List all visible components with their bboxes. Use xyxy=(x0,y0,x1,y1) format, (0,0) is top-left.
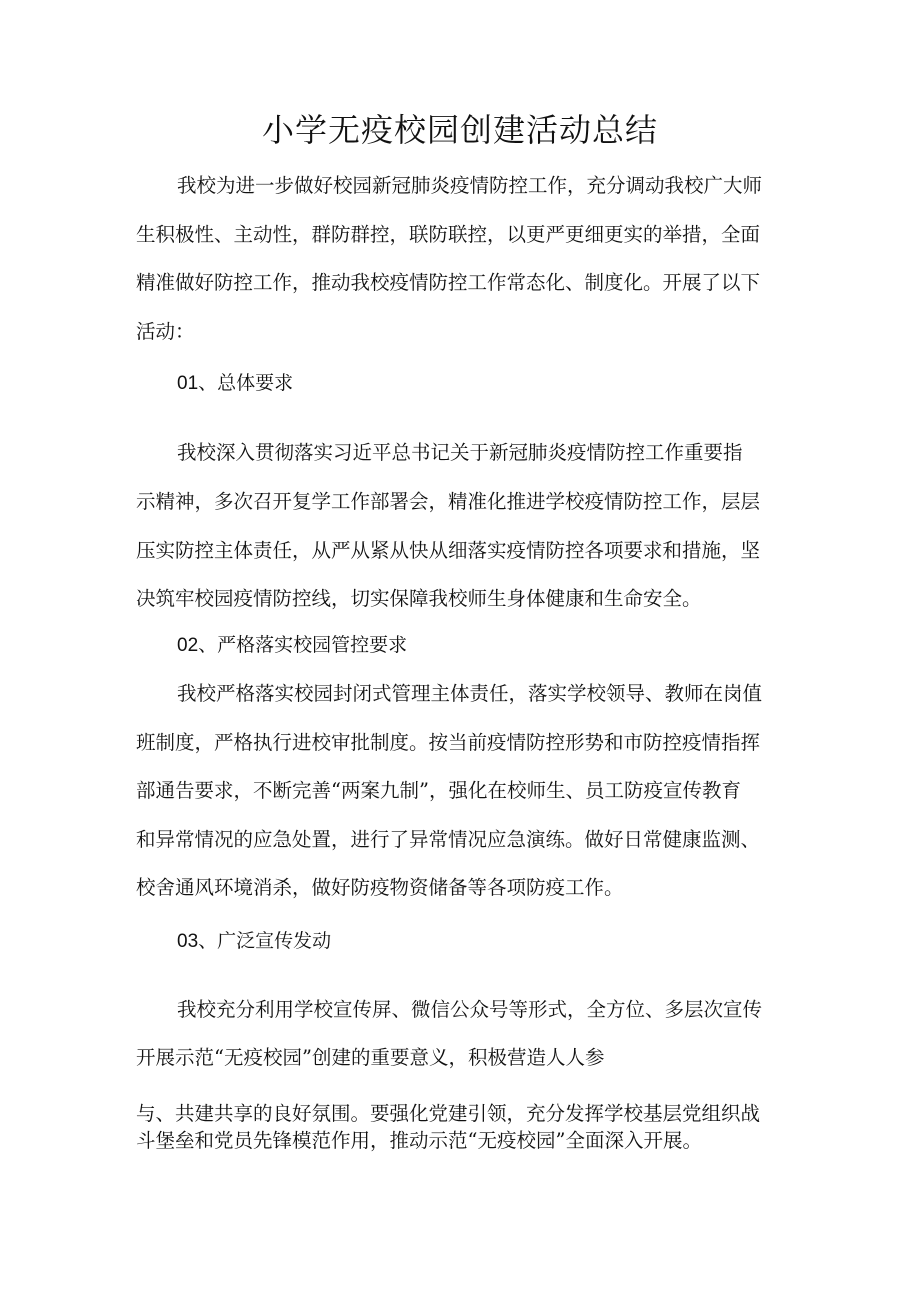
section-2-line-5: 校舍通风环境消杀，做好防疫物资储备等各项防疫工作。 xyxy=(136,876,624,899)
section-2-line-1: 我校严格落实校园封闭式管理主体责任，落实学校领导、教师在岗值 xyxy=(177,682,763,705)
section-3-line-3: 与、共建共享的良好氛围。要强化党建引领，充分发挥学校基层党组织战 xyxy=(136,1102,761,1125)
section-2-line-4: 和异常情况的应急处置，进行了异常情况应急演练。做好日常健康监测、 xyxy=(136,828,761,851)
section-1-line-1: 我校深入贯彻落实习近平总书记关于新冠肺炎疫情防控工作重要指 xyxy=(177,441,743,464)
section-1-line-3: 压实防控主体责任，从严从紧从快从细落实疫情防控各项要求和措施，坚 xyxy=(136,539,761,562)
section-2-line-2: 班制度，严格执行进校审批制度。按当前疫情防控形势和市防控疫情指挥 xyxy=(136,731,761,754)
section-1-line-4: 决筑牢校园疫情防控线，切实保障我校师生身体健康和生命安全。 xyxy=(136,587,702,610)
document-title: 小学无疫校园创建活动总结 xyxy=(261,111,658,149)
section-2-heading: 02、严格落实校园管控要求 xyxy=(177,635,408,656)
section-3-line-4: 斗堡垒和党员先锋模范作用，推动示范“无疫校园”全面深入开展。 xyxy=(136,1129,702,1152)
section-3-line-2: 开展示范“无疫校园”创建的重要意义，积极营造人人参 xyxy=(136,1046,605,1069)
section-1-heading: 01、总体要求 xyxy=(177,373,294,394)
intro-line-4: 活动： xyxy=(136,320,195,343)
section-3-line-1: 我校充分利用学校宣传屏、微信公众号等形式，全方位、多层次宣传 xyxy=(177,998,763,1021)
intro-line-1: 我校为进一步做好校园新冠肺炎疫情防控工作，充分调动我校广大师 xyxy=(177,174,763,197)
section-1-line-2: 示精神，多次召开复学工作部署会，精准化推进学校疫情防控工作，层层 xyxy=(136,490,761,513)
intro-line-3: 精准做好防控工作，推动我校疫情防控工作常态化、制度化。开展了以下 xyxy=(136,271,761,294)
section-2-line-3: 部通告要求，不断完善“两案九制”，强化在校师生、员工防疫宣传教育 xyxy=(136,779,741,802)
section-3-heading: 03、广泛宣传发动 xyxy=(177,931,332,952)
intro-line-2: 生积极性、主动性，群防群控，联防联控，以更严更细更实的举措，全面 xyxy=(136,223,761,246)
